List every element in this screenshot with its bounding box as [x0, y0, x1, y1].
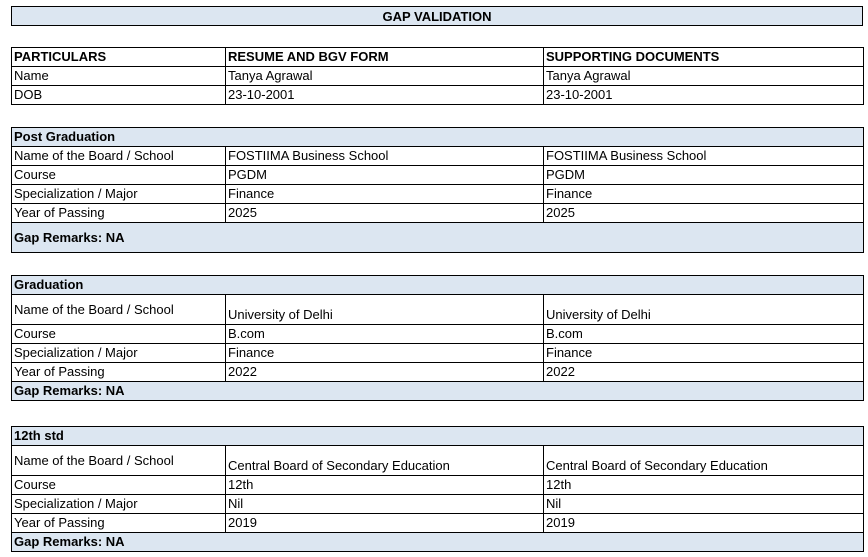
graduation-table — [11, 275, 864, 401]
section-title: Post Graduation — [12, 128, 864, 147]
document-value: Finance — [544, 344, 864, 363]
resume-value: 2025 — [226, 204, 544, 223]
table-row — [12, 495, 864, 514]
table-row — [12, 295, 864, 325]
page-title: GAP VALIDATION — [11, 6, 863, 26]
table-row — [12, 147, 864, 166]
row-label: Specialization / Major — [12, 344, 226, 363]
section-title-row — [12, 427, 864, 446]
section-title-row — [12, 128, 864, 147]
row-label: Year of Passing — [12, 204, 226, 223]
resume-value: Finance — [226, 344, 544, 363]
row-label: Name — [12, 67, 226, 86]
row-label: Specialization / Major — [12, 495, 226, 514]
resume-value: 12th — [226, 476, 544, 495]
personal-table — [11, 47, 864, 105]
document-value: 23-10-2001 — [544, 86, 864, 105]
document-value: PGDM — [544, 166, 864, 185]
remarks-row — [12, 223, 864, 253]
gap-remarks: Gap Remarks: NA — [12, 223, 864, 253]
personal-table-wrap — [11, 47, 863, 105]
resume-value: 2022 — [226, 363, 544, 382]
remarks-row — [12, 382, 864, 401]
header-resume: RESUME AND BGV FORM — [226, 48, 544, 67]
row-label: Course — [12, 476, 226, 495]
graduation-section — [11, 275, 863, 401]
row-label: Specialization / Major — [12, 185, 226, 204]
row-label: Course — [12, 166, 226, 185]
twelfth-std-section — [11, 426, 863, 552]
section-title: Graduation — [12, 276, 864, 295]
section-title-row — [12, 276, 864, 295]
document-value: B.com — [544, 325, 864, 344]
document-value: Nil — [544, 495, 864, 514]
document-value: Central Board of Secondary Education — [544, 446, 864, 476]
document-value: Finance — [544, 185, 864, 204]
table-row — [12, 344, 864, 363]
row-label: Year of Passing — [12, 363, 226, 382]
gap-remarks: Gap Remarks: NA — [12, 382, 864, 401]
resume-value: FOSTIIMA Business School — [226, 147, 544, 166]
row-label: Year of Passing — [12, 514, 226, 533]
post-graduation-table — [11, 127, 864, 253]
table-row — [12, 185, 864, 204]
table-row — [12, 204, 864, 223]
table-row — [12, 325, 864, 344]
resume-value: Nil — [226, 495, 544, 514]
resume-value: Central Board of Secondary Education — [226, 446, 544, 476]
gap-remarks: Gap Remarks: NA — [12, 533, 864, 552]
table-row — [12, 166, 864, 185]
resume-value: Tanya Agrawal — [226, 67, 544, 86]
resume-value: 2019 — [226, 514, 544, 533]
remarks-row — [12, 533, 864, 552]
row-label: Course — [12, 325, 226, 344]
table-row — [12, 86, 864, 105]
resume-value: B.com — [226, 325, 544, 344]
row-label: Name of the Board / School — [12, 295, 226, 325]
document-value: FOSTIIMA Business School — [544, 147, 864, 166]
document-value: Tanya Agrawal — [544, 67, 864, 86]
section-title: 12th std — [12, 427, 864, 446]
document-value: University of Delhi — [544, 295, 864, 325]
resume-value: University of Delhi — [226, 295, 544, 325]
document-value: 2025 — [544, 204, 864, 223]
document-value: 2022 — [544, 363, 864, 382]
post-graduation-section — [11, 127, 863, 253]
table-row — [12, 67, 864, 86]
resume-value: PGDM — [226, 166, 544, 185]
row-label: DOB — [12, 86, 226, 105]
row-label: Name of the Board / School — [12, 147, 226, 166]
table-row — [12, 446, 864, 476]
table-row — [12, 514, 864, 533]
table-row — [12, 476, 864, 495]
header-particulars: PARTICULARS — [12, 48, 226, 67]
resume-value: Finance — [226, 185, 544, 204]
document-value: 2019 — [544, 514, 864, 533]
twelfth-std-table — [11, 426, 864, 552]
header-row — [12, 48, 864, 67]
table-row — [12, 363, 864, 382]
resume-value: 23-10-2001 — [226, 86, 544, 105]
header-documents: SUPPORTING DOCUMENTS — [544, 48, 864, 67]
row-label: Name of the Board / School — [12, 446, 226, 476]
document-value: 12th — [544, 476, 864, 495]
